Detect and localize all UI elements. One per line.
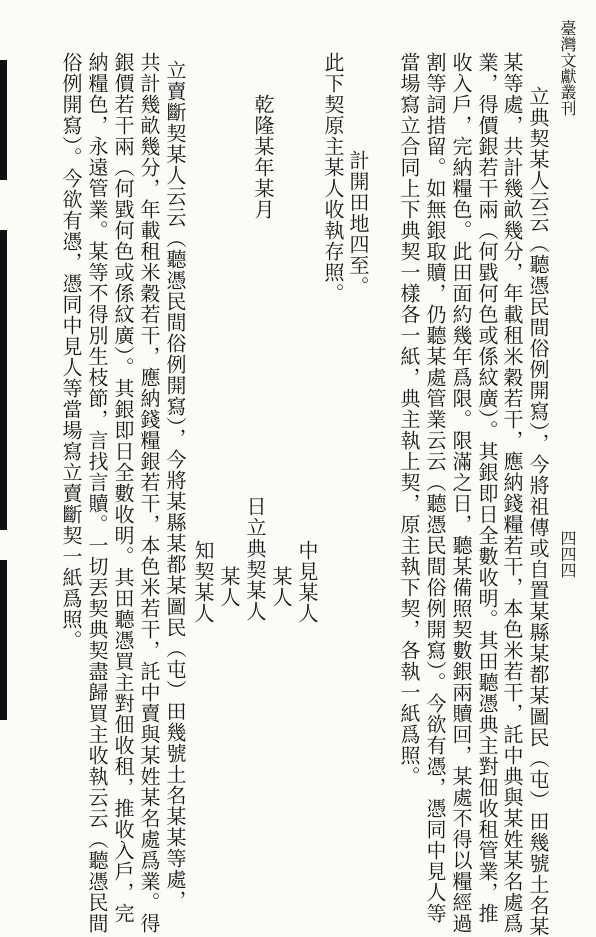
series-title: 臺灣文獻叢刊: [558, 20, 577, 116]
text-column: 收入戶，完納糧色。此田面約幾年爲限。限滿之日，聽某備照契數銀兩贖回，某處不得以糧經過: [449, 52, 473, 934]
signature-line: 中見某人: [295, 540, 319, 624]
scan-edge-mark: [0, 560, 7, 720]
signature-line: 某人: [269, 566, 293, 608]
scan-edge-mark: [0, 230, 7, 530]
date-line: 乾隆某年某月: [251, 94, 275, 220]
scan-edge-mark: [0, 60, 7, 180]
text-column: 割等詞措留。如無銀取贖，仍聽某處管業云云（聽憑民間俗例開寫）。今欲有憑，憑同中見人等: [423, 52, 447, 924]
text-column: 納糧色，永遠管業。某等不得別生枝節，言找言贖。一切丟契典契盡歸買主收執云云（聽憑民間: [85, 52, 109, 934]
text-column: 某等處，共計幾畝幾分，年載租米穀若干，應納錢糧若干，本色米若干，託中典與某姓某名處爲: [500, 52, 524, 934]
signature-line: 日立典契某人: [243, 496, 267, 622]
text-column: 當場寫立合同上下典契一樣各一紙，典主執上契，原主執下契，各執一紙爲照。: [397, 52, 421, 787]
text-column: 銀價若干兩（何戥何色或係紋廣）。其銀即日全數收明。其田聽憑買主對佃收租，推收入戶，完: [111, 52, 135, 924]
text-column: 此下契原主某人收執存照。: [321, 52, 345, 304]
signature-line: 知契某人: [191, 540, 215, 624]
text-column: 共計幾畝幾分，年載租米穀若干，應納錢糧銀若干，本色米若干，託中賣與某姓某名處爲業。得: [137, 52, 161, 934]
text-column: 業，得價銀若干兩（何戥何色或係紋廣）。其銀即日全數收明。其田聽憑典主對佃收租管業，推: [475, 52, 499, 924]
text-column: 俗例開寫）。今欲有憑，憑同中見人等當場寫立賣斷契一紙爲照。: [59, 52, 83, 651]
page-number: 四四四: [558, 530, 577, 578]
text-column: 立典契某人云云（聽憑民間俗例開寫），今將祖傳或自置某縣某都某圖民（屯）田幾號土名某: [526, 86, 550, 937]
text-column: 立賣斷契某人云云（聽憑民間俗例開寫），今將某縣某都某圖民（屯）田幾號土名某某等處，: [163, 60, 187, 911]
text-column: 計開田地四至。: [346, 150, 370, 297]
signature-line: 某人: [217, 566, 241, 608]
